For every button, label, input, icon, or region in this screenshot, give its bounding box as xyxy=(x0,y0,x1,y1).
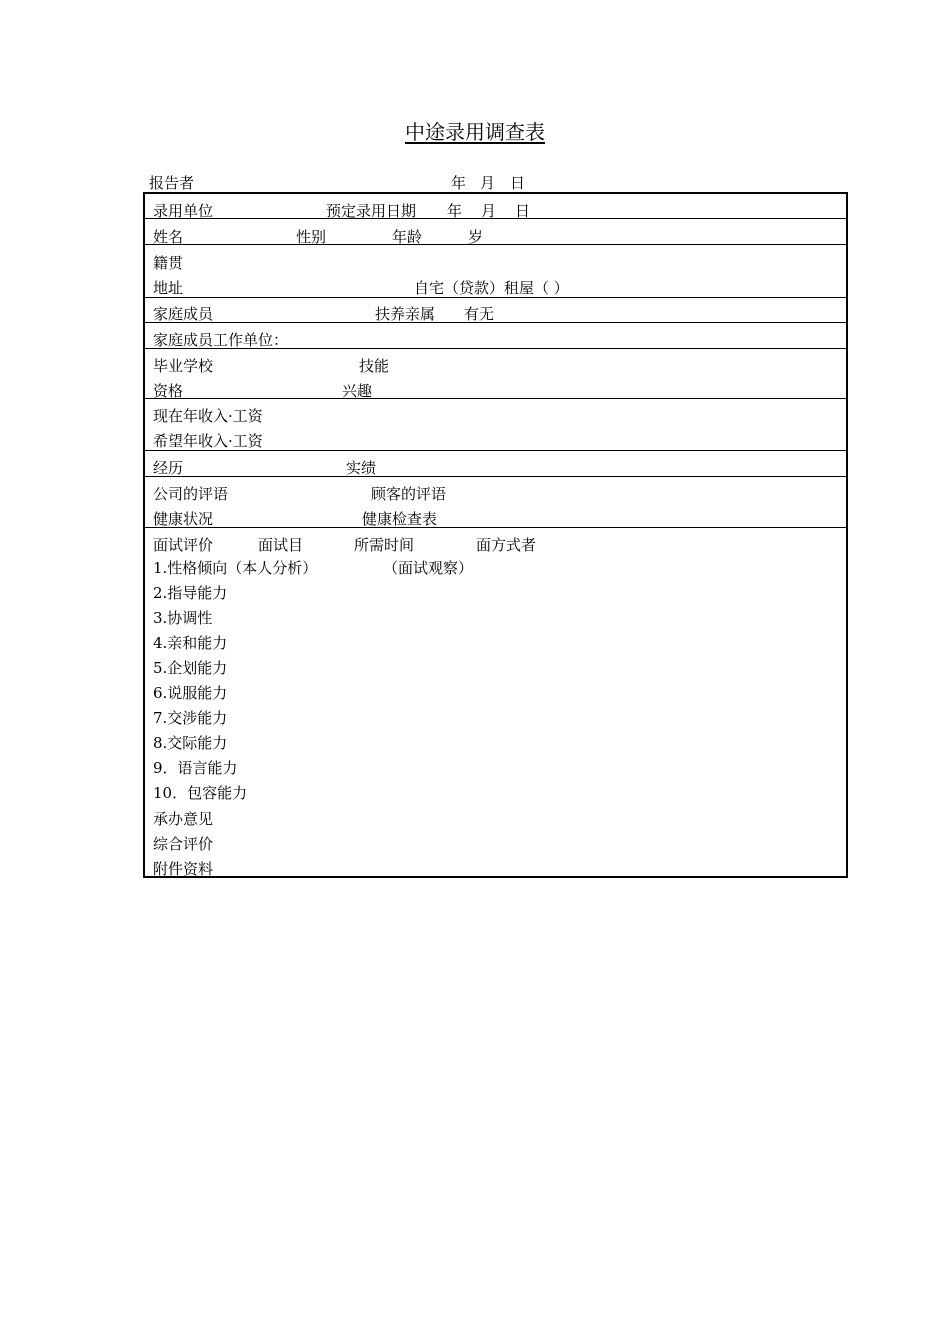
interview-item-label: 面试目 xyxy=(258,536,304,554)
interview-label: 面试评价 xyxy=(153,536,214,554)
planned-day-label: 日 xyxy=(515,202,531,220)
family-work-label: 家庭成员工作单位： xyxy=(153,331,289,349)
reporter-label: 报告者 xyxy=(149,174,195,192)
interview-item: 9．语言能力 xyxy=(153,759,238,777)
customer-comment-label: 顾客的评语 xyxy=(371,485,447,503)
interview-item: 5.企划能力 xyxy=(153,659,228,677)
interview-item: 4.亲和能力 xyxy=(153,634,228,652)
employer-label: 录用单位 xyxy=(153,202,214,220)
overall-evaluation-label: 综合评价 xyxy=(153,835,214,853)
planned-month-label: 月 xyxy=(481,202,497,220)
row-divider xyxy=(143,527,848,528)
interview-item: 2.指导能力 xyxy=(153,584,228,602)
name-label: 姓名 xyxy=(153,228,184,246)
row-divider xyxy=(143,322,848,323)
interview-method-label: 面方式者 xyxy=(476,536,537,554)
interview-observation-label: （面试观察） xyxy=(383,559,474,577)
health-exam-label: 健康检查表 xyxy=(362,510,438,528)
handling-opinion-label: 承办意见 xyxy=(153,810,214,828)
achievements-label: 实绩 xyxy=(346,459,377,477)
header-day-label: 日 xyxy=(510,174,526,192)
current-income-label: 现在年收入·工资 xyxy=(153,407,263,425)
skills-label: 技能 xyxy=(359,357,390,375)
interview-time-label: 所需时间 xyxy=(354,536,415,554)
company-comment-label: 公司的评语 xyxy=(153,485,229,503)
header-year-label: 年 xyxy=(451,174,467,192)
experience-label: 经历 xyxy=(153,459,184,477)
interview-item: 8.交际能力 xyxy=(153,734,228,752)
health-label: 健康状况 xyxy=(153,510,214,528)
header-month-label: 月 xyxy=(480,174,496,192)
expected-income-label: 希望年收入·工资 xyxy=(153,432,263,450)
qualification-label: 资格 xyxy=(153,382,184,400)
age-label: 年龄 xyxy=(392,228,423,246)
interview-item: 6.说服能力 xyxy=(153,684,228,702)
school-label: 毕业学校 xyxy=(153,357,214,375)
address-label: 地址 xyxy=(153,279,184,297)
interests-label: 兴趣 xyxy=(342,382,373,400)
planned-year-label: 年 xyxy=(447,202,463,220)
gender-label: 性别 xyxy=(296,228,327,246)
dependents-label: 扶养亲属 xyxy=(375,305,436,323)
interview-item: 10．包容能力 xyxy=(153,784,248,802)
interview-item: 7.交涉能力 xyxy=(153,709,228,727)
age-unit-label: 岁 xyxy=(468,228,484,246)
page-title: 中途录用调查表 xyxy=(405,120,545,144)
has-or-not-label: 有无 xyxy=(464,305,495,323)
planned-date-label: 预定录用日期 xyxy=(326,202,417,220)
interview-item: 1.性格倾向（本人分析） xyxy=(153,559,318,577)
housing-label: 自宅（贷款）租屋（ ） xyxy=(414,279,569,297)
family-members-label: 家庭成员 xyxy=(153,305,214,323)
attachments-label: 附件资料 xyxy=(153,860,214,878)
row-divider xyxy=(143,244,848,245)
row-divider xyxy=(143,398,848,399)
native-place-label: 籍贯 xyxy=(153,254,184,272)
row-divider xyxy=(143,476,848,477)
interview-item: 3.协调性 xyxy=(153,609,213,627)
